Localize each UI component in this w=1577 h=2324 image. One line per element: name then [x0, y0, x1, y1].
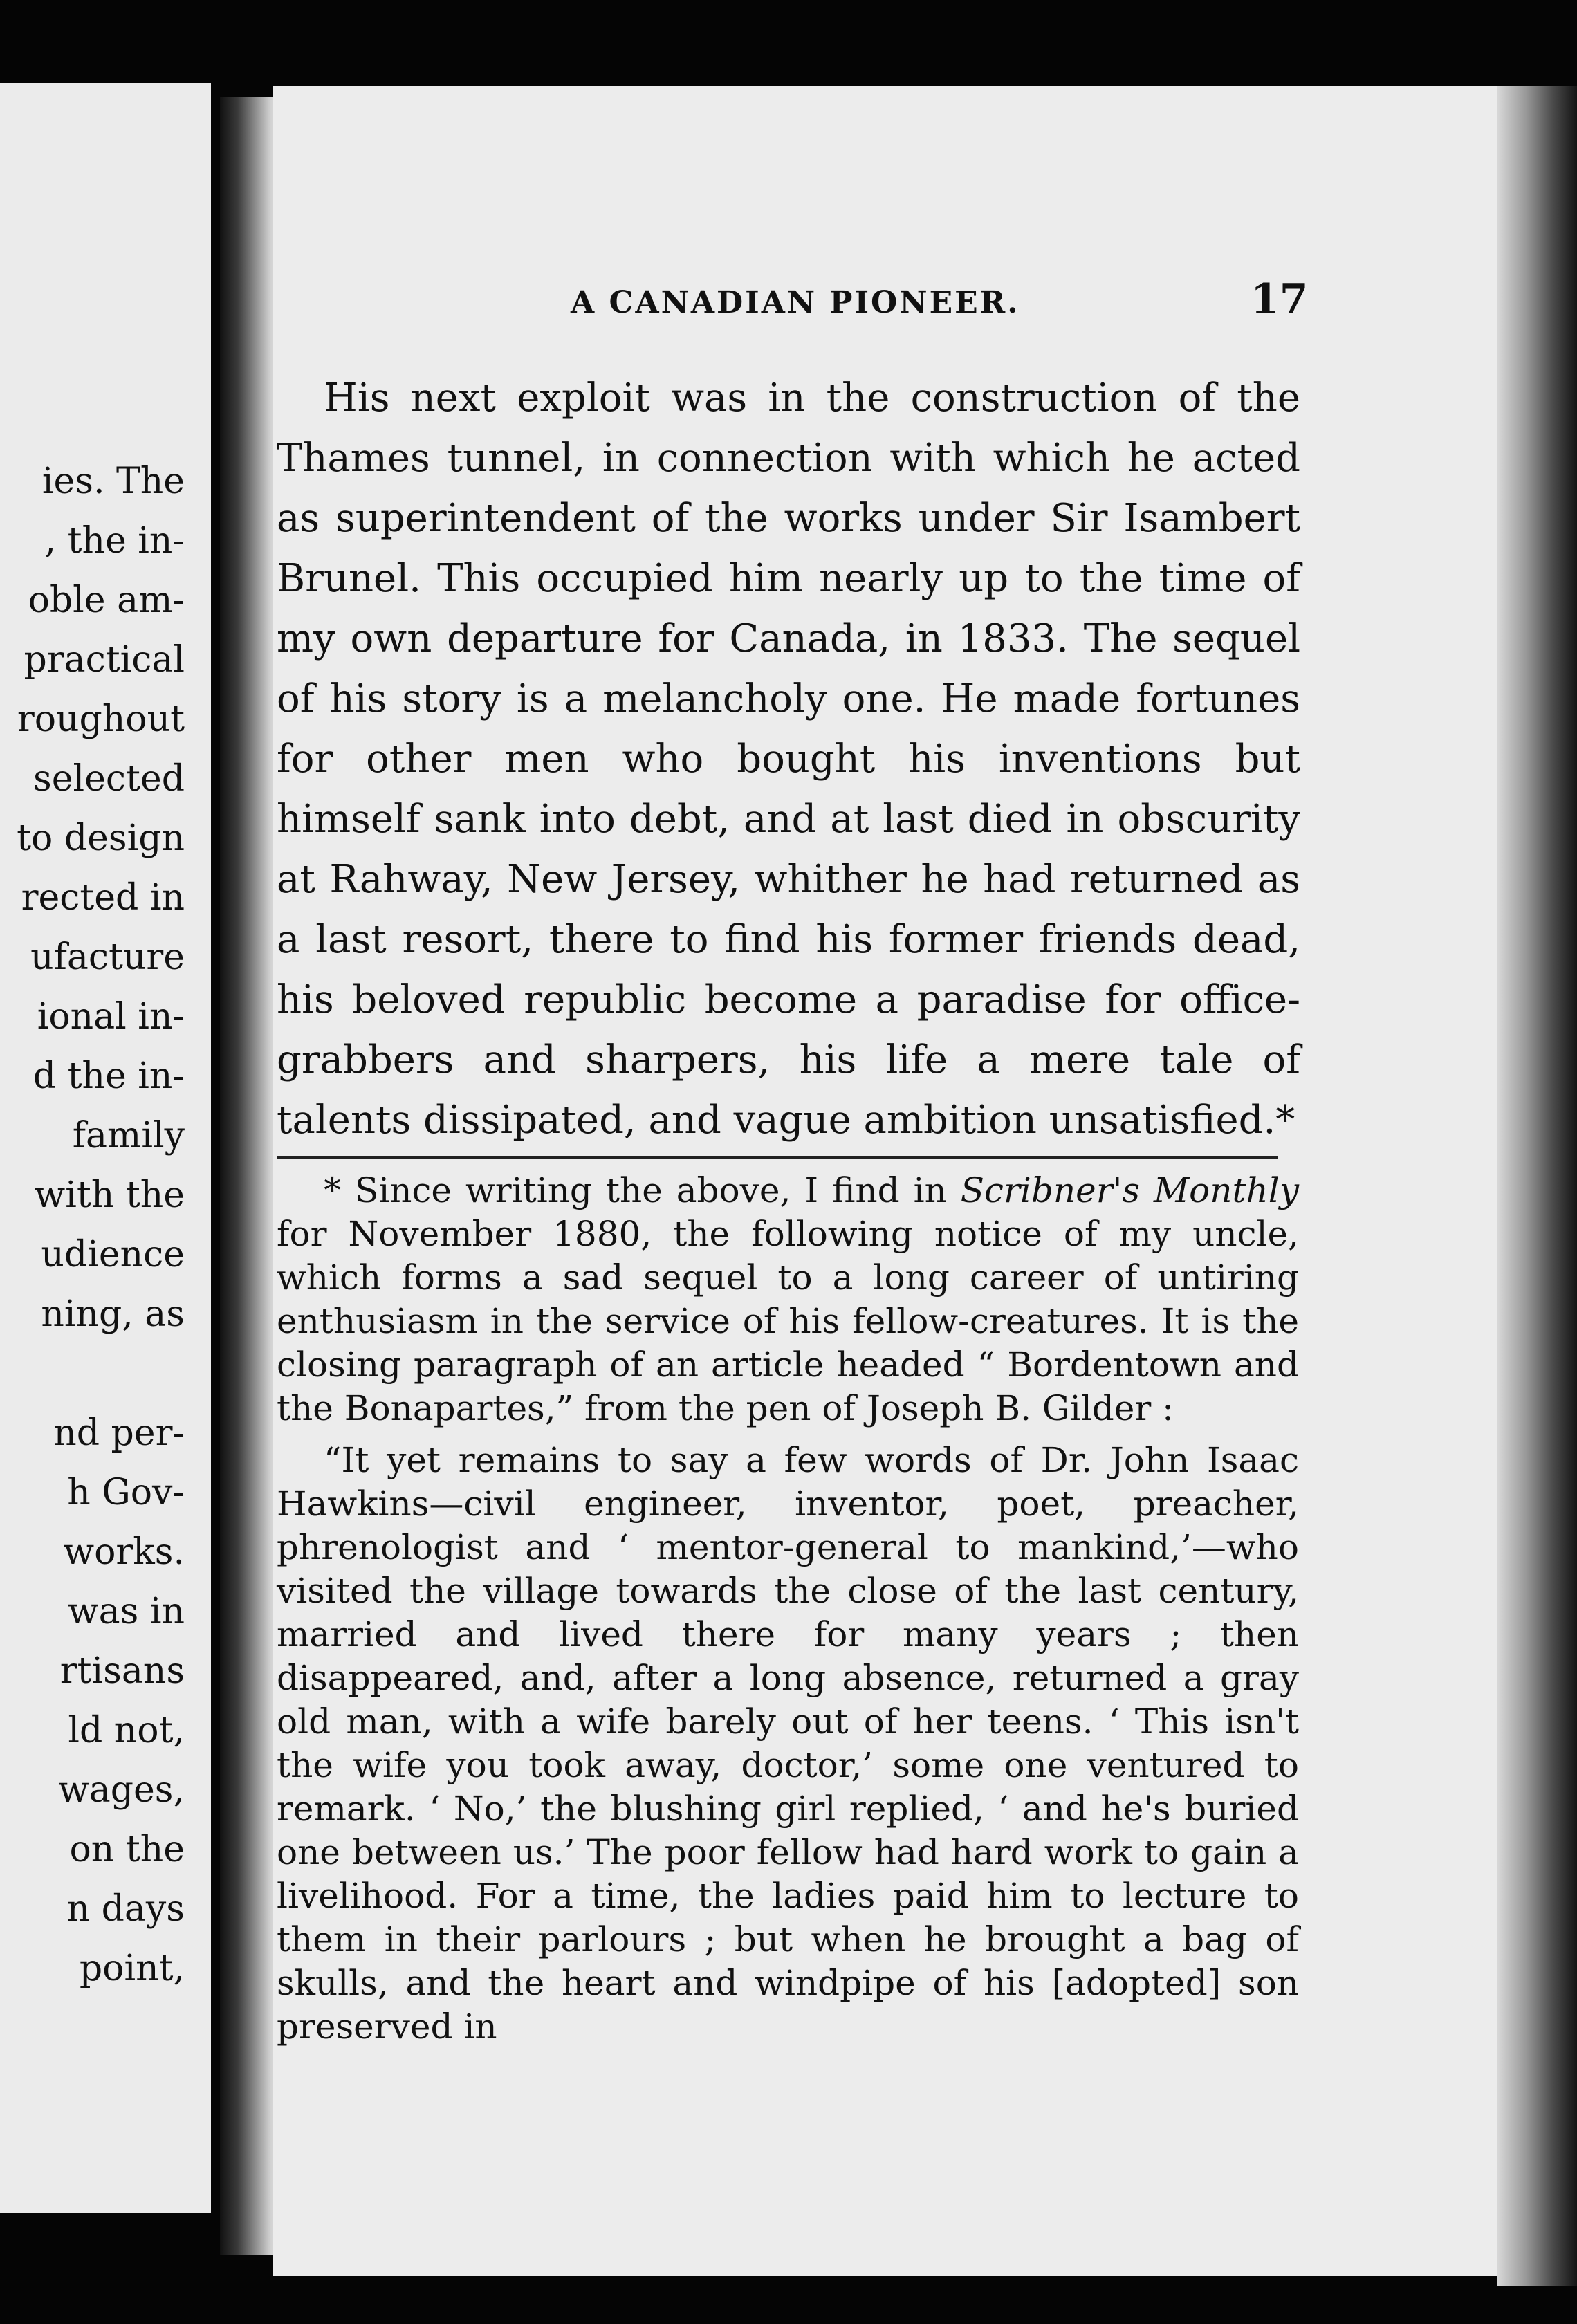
journal-title: Scribner's Monthly: [960, 1170, 1299, 1210]
left-line: oble am-: [28, 580, 185, 621]
left-line: roughout: [17, 699, 185, 740]
page-edge: [1497, 86, 1577, 2286]
left-line: point,: [79, 1948, 185, 1989]
left-line: selected: [33, 758, 185, 800]
body-paragraph: His next exploit was in the construction of the Thames tunnel, in connection with which he acted as superintendent of the works under Sir Isambert Brunel. This occupied him nearly up to the time of my own departure for Canada, in 1833. The sequel of his story is a melancholy one. He made fortunes for other men who bought his inventions but himself sank into debt, and at last died in obscurity at Rahway, New Jersey, whither he had returned as a last resort, there to find his former friends dead, his beloved republic become a paradise for office-grabbers and sharpers, his life a mere tale of talents dissipated, and vague ambition unsatisfied.*: [277, 376, 1300, 1143]
left-line: ies. The: [42, 461, 185, 502]
left-line: was in: [68, 1591, 185, 1632]
book-gutter: [220, 97, 279, 2255]
left-line: h Gov-: [67, 1472, 185, 1513]
left-line: ional in-: [37, 996, 185, 1038]
left-page-text: [17, 452, 185, 1998]
left-line: ufacture: [30, 937, 185, 978]
page-number: 17: [1251, 275, 1309, 324]
left-line: , the in-: [44, 520, 185, 562]
left-line: n days: [66, 1888, 185, 1930]
left-line: udience: [41, 1234, 185, 1275]
left-page: [0, 83, 211, 2213]
left-line: practical: [24, 639, 185, 681]
left-line: wages,: [58, 1769, 185, 1811]
footnote-rule: [277, 1156, 1278, 1159]
footnote-intro-end: for November 1880, the following notice of my uncle, which forms a sad sequel to a long career of untiring enthusiasm in the service of his fellow-creatures. It is the closing paragraph of an article headed “ Bordentown and the Bonapartes,” from the pen of Joseph B. Gilder :: [277, 1214, 1299, 1428]
running-head: A CANADIAN PIONEER.: [571, 285, 1020, 320]
main-text: [277, 368, 1300, 1150]
left-line: with the: [34, 1174, 185, 1216]
left-line: nd per-: [53, 1412, 185, 1454]
left-line: on the: [69, 1829, 185, 1870]
left-line: ld not,: [68, 1710, 185, 1751]
footnote-quote: “It yet remains to say a few words of Dr. John Isaac Hawkins—civil engineer, inventor, poet, preacher, phrenologist and ‘ mentor-general to mankind,’—who visited the village towards the close of the last century, married and lived there for many years ; then disappeared, and, after a long absence, returned a gray old man, with a wife barely out of her teens. ‘ This isn't the wife you took away, doctor,’ some one ventured to remark. ‘ No,’ the blushing girl replied, ‘ and he's buried one between us.’ The poor fellow had hard work to gain a livelihood. For a time, the ladies paid him to lecture to them in their parlours ; but when he brought a bag of skulls, and the heart and windpipe of his [adopted] son preserved in: [277, 1440, 1299, 2047]
left-line: ning, as: [41, 1293, 185, 1335]
left-line: to design: [17, 818, 185, 859]
left-line: rtisans: [59, 1650, 185, 1692]
footnote-intro-start: * Since writing the above, I find in: [324, 1170, 961, 1210]
left-line: works.: [63, 1531, 185, 1573]
left-line: [17, 1344, 185, 1403]
footnote: [277, 1169, 1299, 2049]
left-line: rected in: [21, 877, 185, 919]
footnote-intro: [277, 1169, 1299, 1430]
left-line: family: [72, 1115, 185, 1156]
left-line: d the in-: [33, 1055, 185, 1097]
